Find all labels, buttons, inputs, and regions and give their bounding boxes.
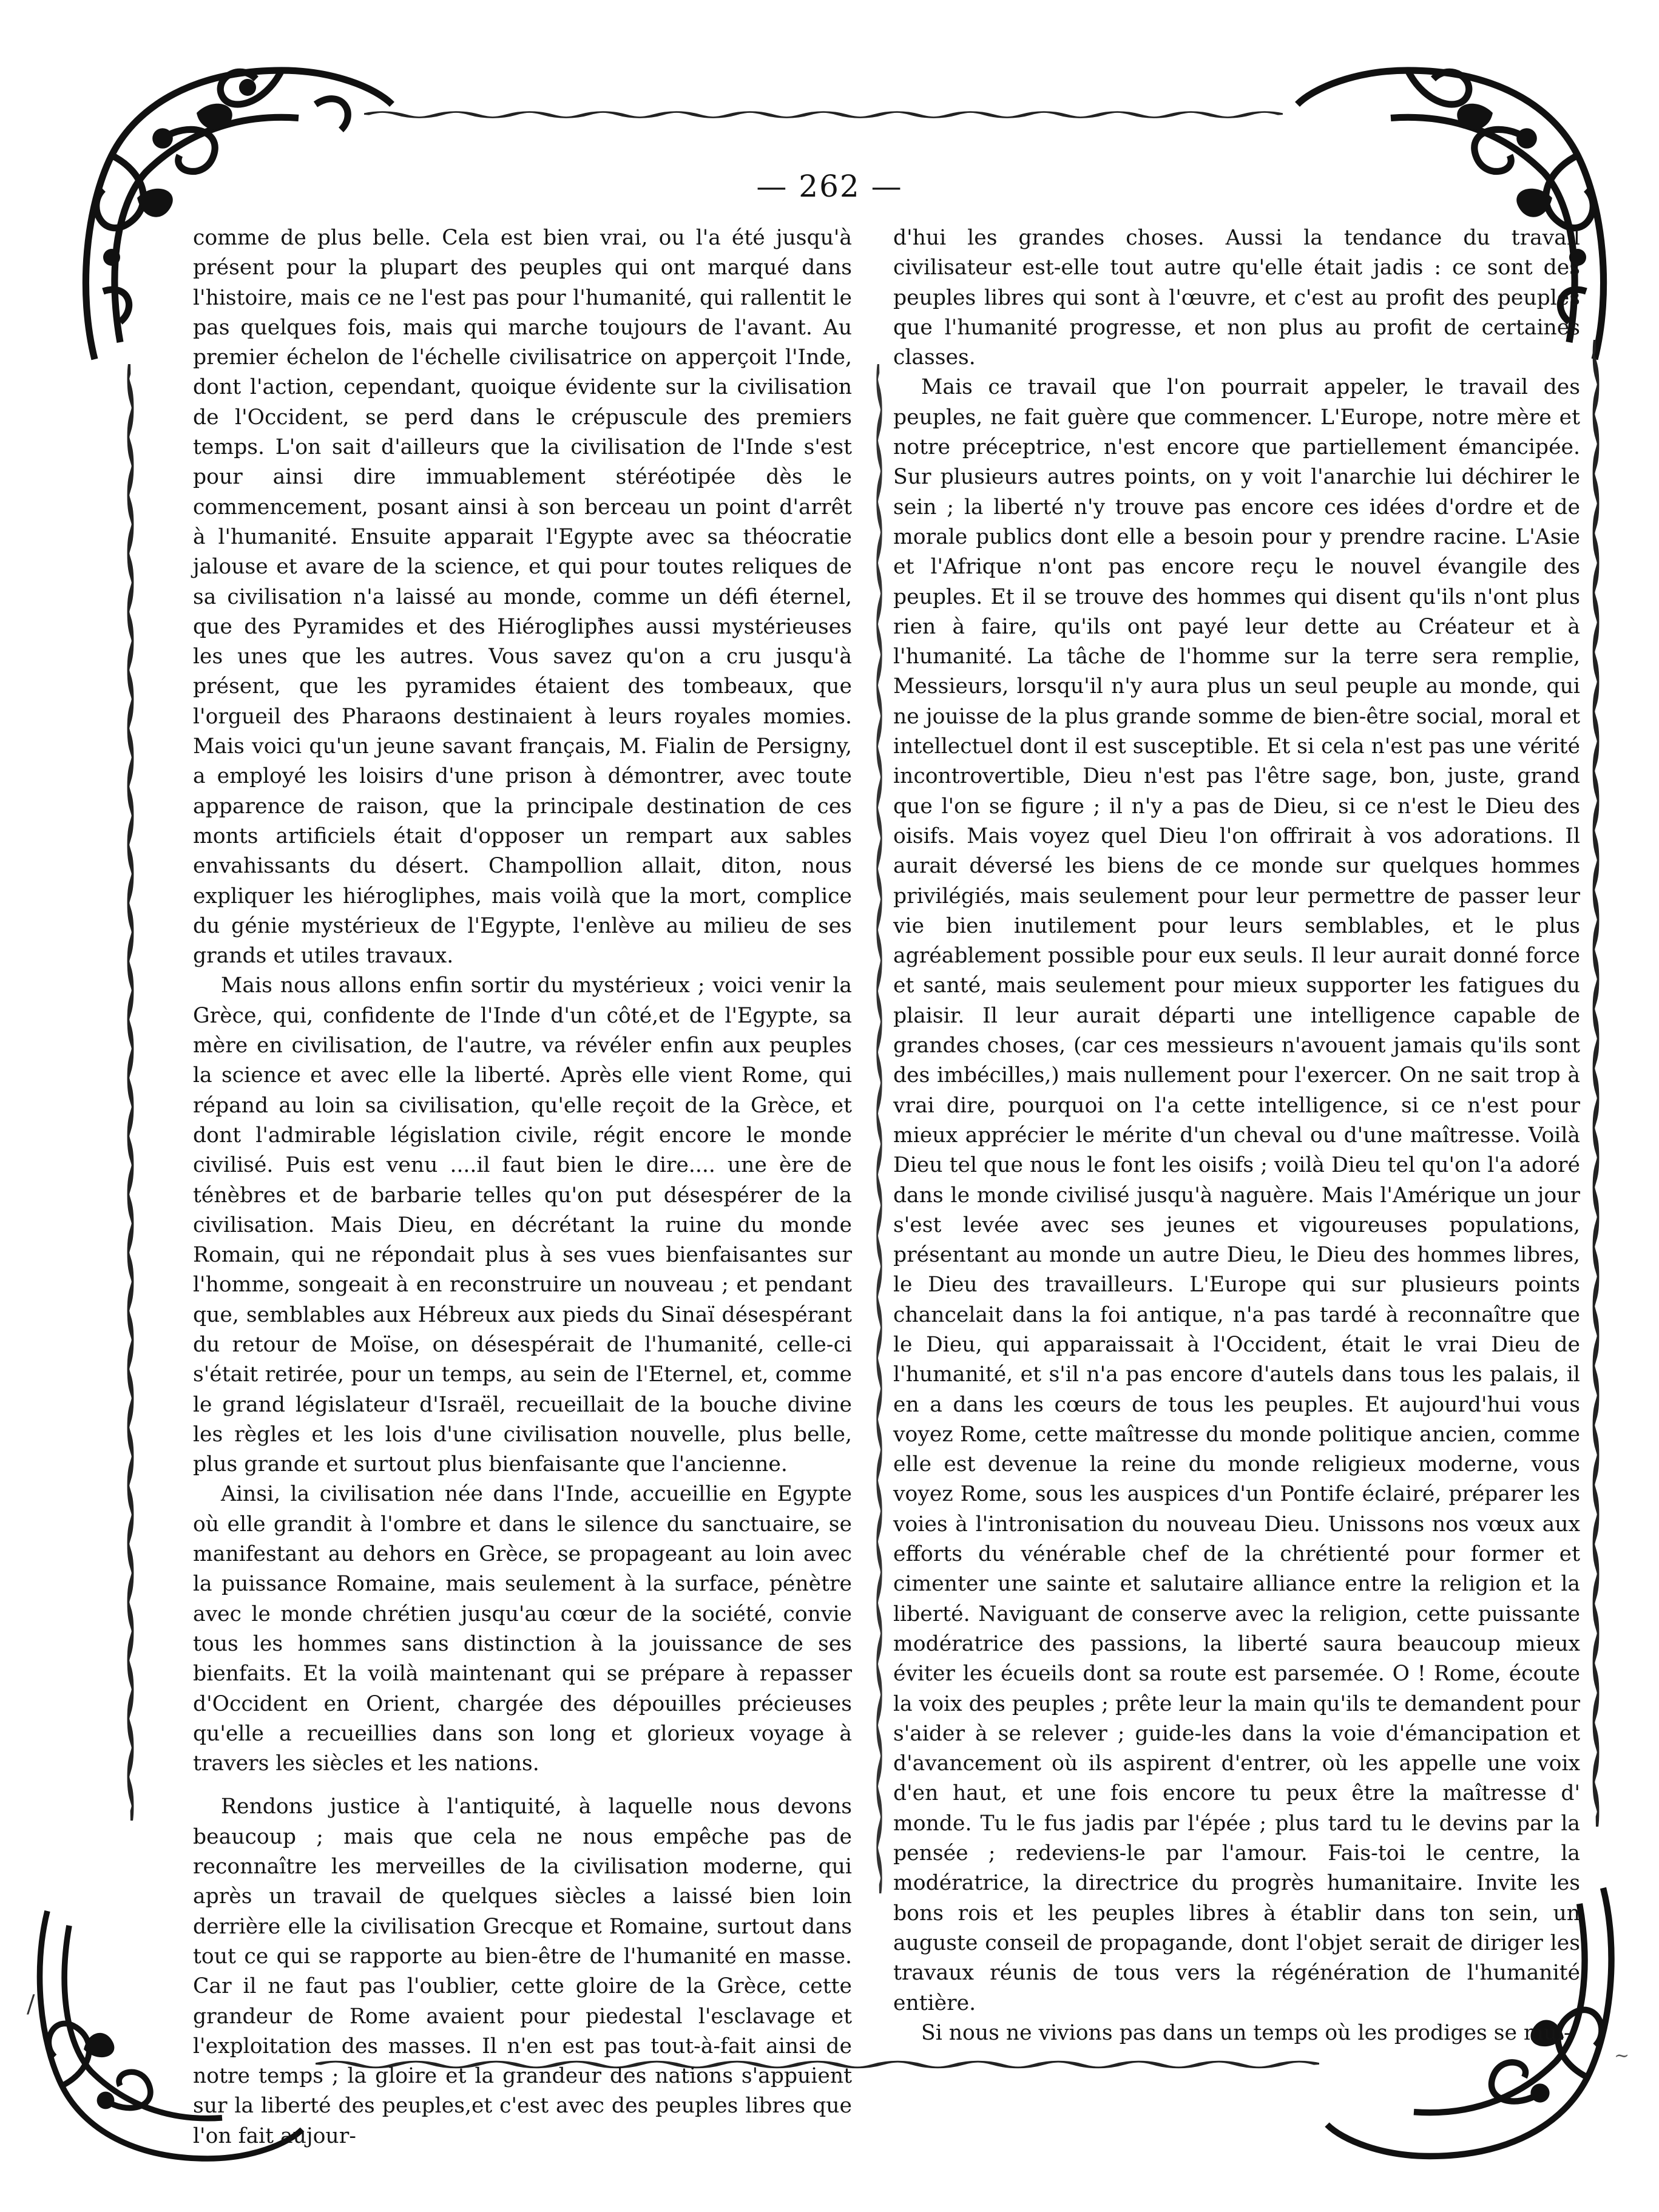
paragraph: d'hui les grandes choses. Aussi la tendance du travail civilisateur est-elle tout autre qu'elle était jadis : ce sont des peuples libres qui sont à l'œuvre, et c'est au profit des peuples que l'humanité progresse, et non plus au profit de certaines classes.	[893, 226, 1580, 370]
column-divider-rule	[874, 364, 885, 1893]
paragraph: Mais nous allons enfin sortir du mystérieux ; voici venir la Grèce, qui, confidente de l'Inde d'un côté,et de l'Egypte, sa mère en civilisation, de l'autre, va révéler enfin aux peuples la science et avec elle la liberté. Après elle vient Rome, qui répand au loin sa civilisation, qu'elle reçoit de la Grèce, et dont l'admirable législation civile, régit encore le monde civilisé. Puis est venu ....il faut bien le dire.... une ère de ténèbres et de barbarie telles qu'on put désespérer de la civilisation. Mais Dieu, en décrétant la ruine du monde Romain, qui ne répondait plus à ses vues bienfaisantes sur l'homme, songeait à en reconstruire un nouveau ; et pendant que, semblables aux Hébreux aux pieds du Sinaï désespérant du retour de Moïse, on désespérait de l'humanité, celle-ci s'était retirée, pour un temps, au sein de l'Eternel, et, comme le grand législateur d'Israël, recueillait de la bouche divine les règles et les lois d'une civilisation nouvelle, plus belle, plus grande et surtout plus bienfaisante que l'ancienne.	[193, 973, 852, 1477]
paragraph: Rendons justice à l'antiquité, à laquelle nous devons beaucoup ; mais que cela ne nous empêche pas de reconnaître les merveilles de la civilisation moderne, qui après un travail de quelques siècles a laissé bien loin derrière elle la civilisation Grecque et Romaine, surtout dans tout ce qui se rapporte au bien-être de l'humanité en masse. Car il ne faut pas l'oublier, cette gloire de la Grèce, cette grandeur de Rome avaient pour piedestal l'esclavage et l'exploitation des masses. Il n'en est pas tout-à-fait ainsi de notre temps ; la gloire et la grandeur des nations s'appuient sur la liberté des peuples,et c'est avec des peuples libres que l'on fait aujour-	[193, 1794, 852, 2148]
left-column	[193, 223, 852, 2151]
frame-rule-right	[1590, 340, 1602, 1827]
paragraph: Si nous ne vivions pas dans un temps où les prodiges se mul-	[921, 2020, 1571, 2045]
margin-mark: /	[27, 1990, 35, 2018]
right-column	[893, 223, 1580, 2048]
page-number: — 262 —	[756, 169, 903, 204]
margin-mark: ~	[1614, 2045, 1630, 2066]
frame-rule-top	[364, 108, 1283, 121]
paragraph: comme de plus belle. Cela est bien vrai, ou l'a été jusqu'à présent pour la plupart des peuples qui ont marqué dans l'histoire, mais ce ne l'est pas pour l'humanité, qui rallentit le pas quelques fois, mais qui marche toujours de l'avant. Au premier échelon de l'échelle civilisatrice on apperçoit l'Inde, dont l'action, cependant, quoique évidente sur la civilisation de l'Occident, se perd dans le crépuscule des premiers temps. L'on sait d'ailleurs que la civilisation de l'Inde s'est pour ainsi dire immuablement stéréotipée dès le commencement, posant ainsi à son berceau un point d'arrêt à l'humanité. Ensuite apparait l'Egypte avec sa théocratie jalouse et avare de la science, et qui pour toutes reliques de sa civilisation n'a laissé au monde, comme un défi éternel, que des Pyramides et des Hiéroglipħes aussi mystérieuses les unes que les autres. Vous savez qu'on a cru jusqu'à présent, que les pyramides étaient des tombeaux, que l'orgueil des Pharaons destinaient à leurs royales momies. Mais voici qu'un jeune savant français, M. Fialin de Persigny, a employé les loisirs d'une prison à démontrer, avec toute apparence de raison, que la principale destination de ces monts artificiels était d'opposer un rempart aux sables envahissants du désert. Champollion allait, diton, nous expliquer les hiérogliphes, mais voilà que la mort, complice du génie mystérieux de l'Egypte, l'enlève au milieu de ses grands et utiles travaux.	[193, 226, 852, 969]
frame-rule-left	[124, 364, 137, 1821]
paragraph: Mais ce travail que l'on pourrait appeler, le travail des peuples, ne fait guère que commencer. L'Europe, notre mère et notre préceptrice, n'est encore que partiellement émancipée. Sur plusieurs autres points, on y voit l'anarchie lui déchirer le sein ; la liberté n'y trouve pas encore ces idées d'ordre et de morale publics dont elle a besoin pour y prendre racine. L'Asie et l'Afrique n'ont pas encore reçu le nouvel évangile des peuples. Et il se trouve des hommes qui disent qu'ils n'ont plus rien à faire, qu'ils ont payé leur dette au Créateur et à l'humanité. La tâche de l'homme sur la terre sera remplie, Messieurs, lorsqu'il n'y aura plus un seul peuple au monde, qui ne jouisse de la plus grande somme de bien-être social, moral et intellectuel dont il est susceptible. Et si cela n'est pas une vérité incontrovertible, Dieu n'est pas l'être sage, bon, juste, grand que l'on se figure ; il n'y a pas de Dieu, si ce n'est le Dieu des oisifs. Mais voyez quel Dieu l'on offrirait à vos adorations. Il aurait déversé les biens de ce monde sur quelques hommes privilégiés, mais seulement pour leur permettre de passer leur vie bien inutilement pour leurs semblables, et le plus agréablement possible pour eux seuls. Il leur aurait donné force et santé, mais seulement pour mieux supporter les fatigues du plaisir. Il leur aurait départi une intelligence capable de grandes choses, (car ces messieurs n'avouent jamais qu'ils sont des imbécilles,) mais nullement pour l'exercer. On ne sait trop à vrai dire, pourquoi on l'a cette intelligence, si ce n'est pour mieux apprécier le mérite d'un cheval ou d'une maîtresse. Voilà Dieu tel que nous le font les oisifs ; voilà Dieu tel qu'on l'a adoré dans le monde civilisé jusqu'à naguère. Mais l'Amérique un jour s'est levée avec ses jeunes et vigoureuses populations, présentant au monde un autre Dieu, le Dieu des hommes libres, le Dieu des travailleurs. L'Europe qui sur plusieurs points chancelait dans la foi antique, n'a pas tardé à reconnaître que le Dieu, qui apparaissait à l'Occident, était le vrai Dieu de l'humanité, et s'il n'a pas encore d'autels dans tous les palais, il en a dans les cœurs de tous les peuples. Et aujourd'hui vous voyez Rome, cette maîtresse du monde politique ancien, comme elle est devenue la reine du monde religieux moderne, vous voyez Rome, sous les auspices d'un Pontife éclairé, préparer les voies à l'intronisation du nouveau Dieu. Unissons nos vœux aux efforts du vénérable chef de la chrétienté pour former et cimenter une sainte et salutaire alliance entre la religion et la liberté. Naviguant de conserve avec la religion, cette puissante modératrice des passions, la liberté saura beaucoup mieux éviter les écueils dont sa route est parsemée. O ! Rome, écoute la voix des peuples ; prête leur la main qu'ils te demandent pour s'aider à se relever ; guide-les dans la voie d'émancipation et d'avancement où ils aspirent d'entrer, où les appelle une voix d'en haut, et une fois encore tu peux être la maîtresse d' monde. Tu le fus jadis par l'épée ; plus tard tu le devins par la pensée ; redeviens-le par l'amour. Fais-toi le centre, la modératrice, la directrice du progrès humanitaire. Invite les bons rois et les peuples libres à établir dans ton sein, un auguste conseil de propagande, dont l'objet serait de diriger les travaux réunis de tous vers la régénération de l'humanité entière.	[893, 375, 1580, 2015]
paragraph: Ainsi, la civilisation née dans l'Inde, accueillie en Egypte où elle grandit à l'ombre et dans le silence du sanctuaire, se manifestant au dehors en Grèce, se propageant au loin avec la puissance Romaine, mais seulement à la surface, pénètre avec le monde chrétien jusqu'au cœur de la société, convie tous les hommes sans distinction à la jouissance de ses bienfaits. Et la voilà maintenant qui se prépare à repasser d'Occident en Orient, chargée des dépouilles précieuses qu'elle a recueillies dans son long et glorieux voyage à travers les siècles et les nations.	[193, 1482, 852, 1776]
